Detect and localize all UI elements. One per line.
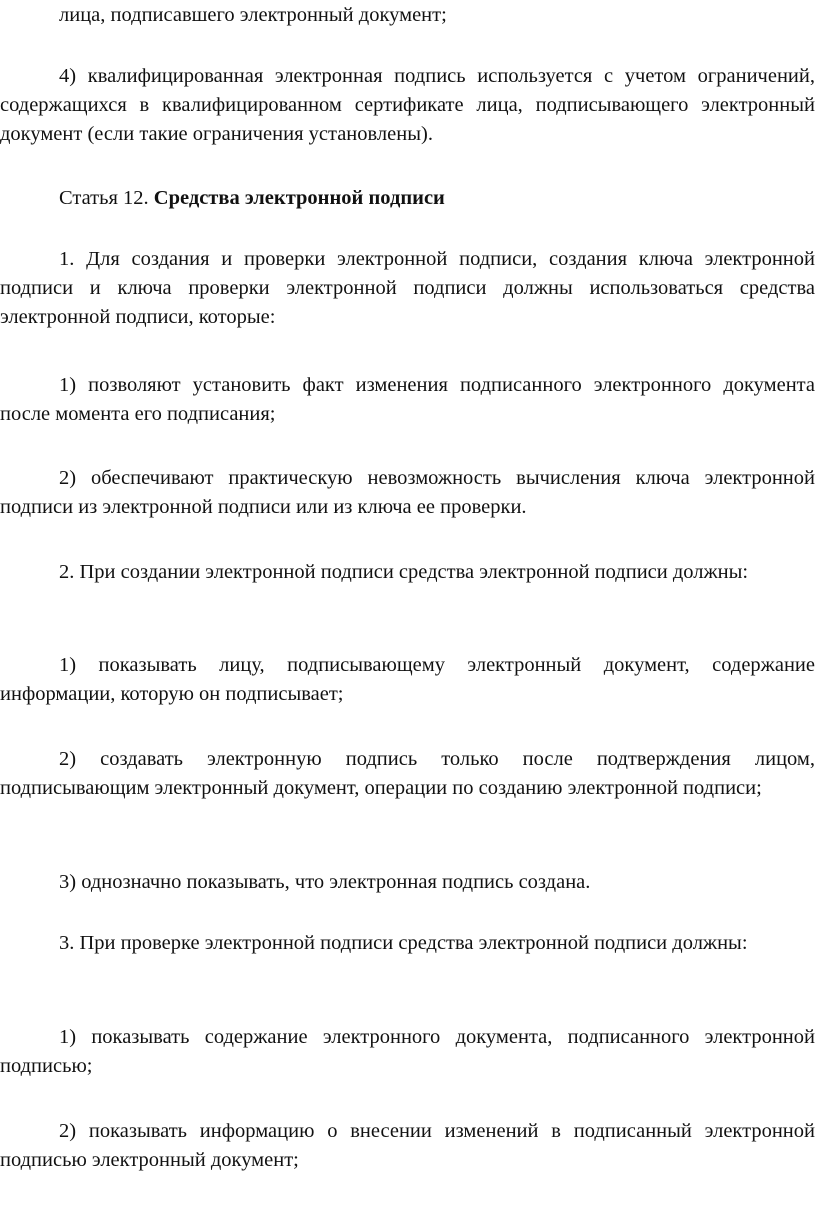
section-3-item-2: 2) показывать информацию о внесении изменений в подписанный электронной подписью электронный документ; [0,1120,815,1171]
article-heading [0,184,815,213]
paragraph-item-4: 4) квалифицированная электронная подпись используется с учетом ограничений, содержащихся в квалифицированном сертификате лица, подписывающего электронный документ (если такие ограничения установлены). [0,65,815,145]
paragraph-continuation: лица, подписавшего электронный документ; [59,4,447,26]
section-2-intro: 2. При создании электронной подписи средства электронной подписи должны: [59,561,749,583]
section-2-item-2: 2) создавать электронную подпись только после подтверждения лицом, подписывающим электронный документ, операции по созданию электронной подписи; [0,748,815,799]
section-1-intro: 1. Для создания и проверки электронной подписи, создания ключа электронной подписи и ключа проверки электронной подписи должны использоваться средства электронной подписи, которые: [0,248,815,328]
section-2-item-3: 3) однозначно показывать, что электронная подпись создана. [59,871,591,893]
section-1-item-2: 2) обеспечивают практическую невозможность вычисления ключа электронной подписи из электронной подписи или из ключа ее проверки. [0,467,815,518]
article-prefix: Статья 12. [59,187,154,209]
section-2-item-1: 1) показывать лицу, подписывающему электронный документ, содержание информации, которую он подписывает; [0,654,815,705]
section-3-intro: 3. При проверке электронной подписи средства электронной подписи должны: [59,932,748,954]
section-3-item-1: 1) показывать содержание электронного документа, подписанного электронной подписью; [0,1026,815,1077]
article-title: Средства электронной подписи [153,187,445,209]
section-1-item-1: 1) позволяют установить факт изменения подписанного электронного документа после момента его подписания; [0,374,815,425]
